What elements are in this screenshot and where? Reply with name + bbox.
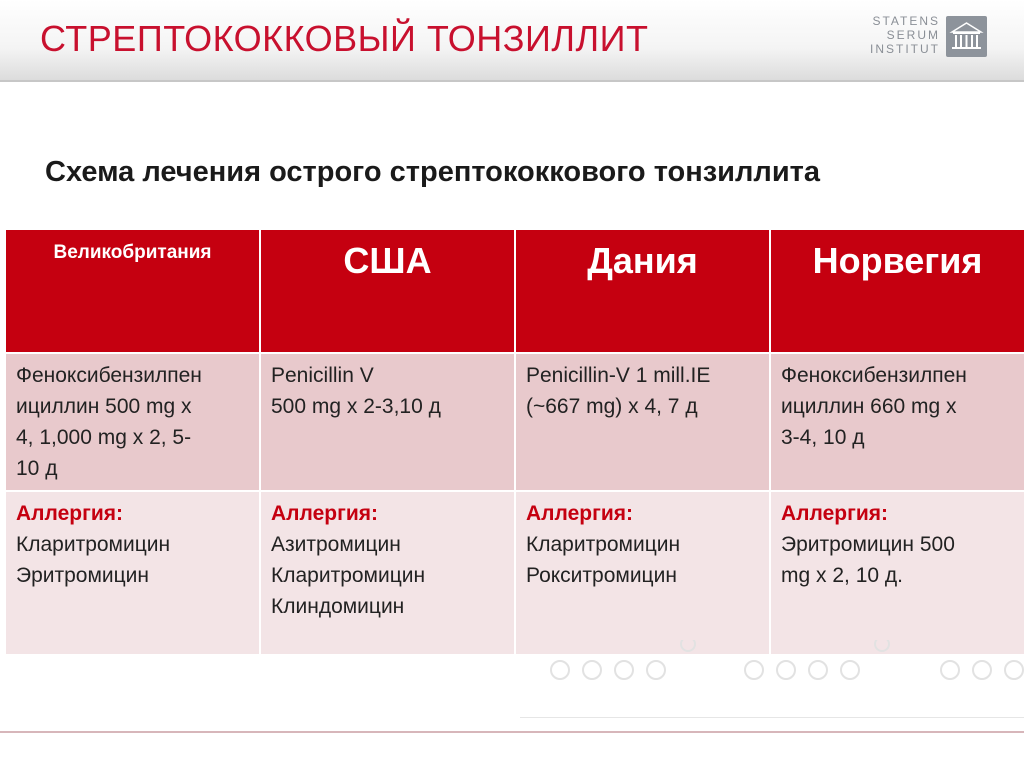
allergy-cell-norway: Аллергия: Эритромицин 500 mg x 2, 10 д. bbox=[770, 491, 1024, 655]
allergy-cell-uk: Аллергия: Кларитромицин Эритромицин bbox=[5, 491, 260, 655]
allergy-label: Аллергия: bbox=[781, 502, 888, 525]
header-divider bbox=[0, 80, 1024, 82]
table-row-dosage bbox=[5, 353, 1024, 491]
logo-line-2: SERUM bbox=[886, 28, 940, 42]
decorative-dots bbox=[540, 640, 1024, 750]
header-denmark: Дания bbox=[515, 229, 770, 353]
institute-logo-text bbox=[860, 14, 940, 56]
allergy-label: Аллергия: bbox=[271, 502, 378, 525]
table-header-row bbox=[5, 229, 1024, 353]
institute-building-icon bbox=[946, 16, 987, 57]
header-usa: США bbox=[260, 229, 515, 353]
allergy-label: Аллергия: bbox=[526, 502, 633, 525]
allergy-label: Аллергия: bbox=[16, 502, 123, 525]
logo-line-1: STATENS bbox=[872, 14, 940, 28]
header-uk: Великобритания bbox=[5, 229, 260, 353]
slide-title: СТРЕПТОКОККОВЫЙ ТОНЗИЛЛИТ bbox=[40, 18, 649, 59]
dose-cell-denmark: Penicillin-V 1 mill.IE (~667 mg) x 4, 7 д bbox=[515, 353, 770, 491]
table-row-allergy bbox=[5, 491, 1024, 655]
dose-cell-uk: Феноксибензилпен ициллин 500 mg x 4, 1,000 mg x 2, 5- 10 д bbox=[5, 353, 260, 491]
dose-cell-usa: Penicillin V 500 mg x 2-3,10 д bbox=[260, 353, 515, 491]
treatment-table bbox=[4, 228, 1024, 656]
logo-line-3: INSTITUT bbox=[870, 42, 940, 56]
slide-subtitle: Схема лечения острого стрептококкового тонзиллита bbox=[45, 156, 820, 188]
dose-cell-norway: Феноксибензилпен ициллин 660 mg x 3-4, 10 д bbox=[770, 353, 1024, 491]
allergy-cell-usa: Аллергия: Азитромицин Кларитромицин Клиндомицин bbox=[260, 491, 515, 655]
footer-thin-line bbox=[520, 717, 1024, 718]
header-norway: Норвегия bbox=[770, 229, 1024, 353]
allergy-cell-denmark: Аллергия: Кларитромицин Рокситромицин bbox=[515, 491, 770, 655]
footer-line bbox=[0, 731, 1024, 733]
